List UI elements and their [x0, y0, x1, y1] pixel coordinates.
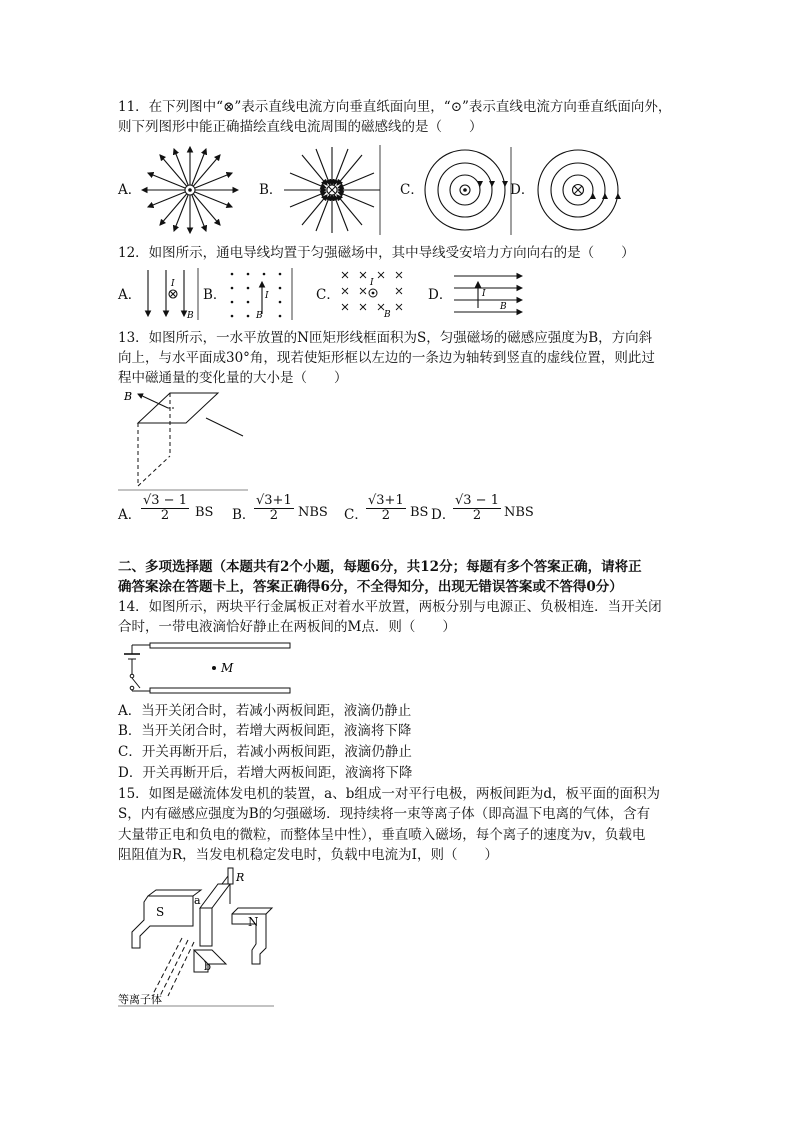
q12-a-field-label: B	[187, 311, 194, 321]
section2-heading-line1: 二、多项选择题（本题共有2个小题，每题6分，共12分；每题有多个答案正确，请将正	[118, 559, 642, 575]
q12-d-current-label: I	[482, 289, 486, 299]
q15-magnet-s-label: S	[156, 905, 165, 919]
q13-stem-line1: 13．如图所示，一水平放置的N匝矩形线框面积为S，匀强磁场的磁感应强度为B，方向斜	[118, 330, 653, 346]
q12-figure-d	[452, 268, 524, 320]
q13-option-a-unit: BS	[195, 505, 214, 520]
q12-option-a-label: A．	[118, 287, 142, 303]
q13-option-d-denominator: 2	[472, 508, 482, 523]
q15-magnet-n-label: N	[248, 915, 259, 929]
q11-figure-d	[535, 147, 625, 235]
q14-figure	[118, 640, 298, 698]
q13-option-b-denominator: 2	[269, 508, 278, 523]
q13-option-a-denominator: 2	[160, 508, 170, 523]
q13-stem-line3: 程中磁通量的变化量的大小是（ ）	[118, 370, 348, 386]
q11-option-d-label: D．	[510, 182, 535, 198]
section2-heading-line2: 确答案涂在答题卡上，答案正确得6分，不全得知分，出现无错误答案或不答得0分）	[118, 579, 623, 595]
q13-option-d-unit: NBS	[504, 505, 534, 520]
q14-stem-line1: 14．如图所示，两块平行金属板正对着水平放置，两板分别与电源正、负极相连．当开关闭	[118, 599, 662, 615]
q14-point-m-label: M	[221, 661, 234, 675]
q11-figure-c	[422, 147, 512, 235]
q13-option-c-numerator: √3+1	[368, 493, 404, 508]
q14-choice-a: A．当开关闭合时，若减小两板间距，液滴仍静止	[118, 703, 412, 719]
q12-d-field-label: B	[500, 302, 507, 312]
q14-stem-line2: 合时，一带电液滴恰好静止在两板间的M点．则（ ）	[118, 619, 456, 635]
q12-option-d-label: D．	[428, 287, 453, 303]
q11-option-b-label: B．	[259, 182, 283, 198]
q15-stem-line3: 大量带正电和负电的微粒，而整体呈中性），垂直喷入磁场，每个离子的速度为v，负载电	[118, 827, 646, 843]
q14-choice-d: D．开关再断开后，若增大两板间距，液滴将下降	[118, 765, 413, 781]
q12-b-field-label: B	[256, 311, 263, 321]
q12-b-current-label: I	[265, 291, 269, 301]
q13-option-b-label: B．	[232, 507, 256, 523]
q12-figure-b	[226, 268, 296, 320]
q15-stem-line4: 阻阻值为R，当发电机稳定发电时，负载中电流为I，则（ ）	[118, 847, 498, 863]
q12-figure-a	[140, 268, 200, 320]
q11-option-a-label: A．	[118, 182, 142, 198]
q11-figure-a	[140, 145, 240, 235]
q13-option-a-label: A．	[118, 507, 142, 523]
q13-option-b-unit: NBS	[298, 505, 328, 520]
q12-c-field-label: B	[384, 310, 391, 320]
q13-option-c-fraction	[366, 494, 406, 523]
q11-option-c-label: C．	[400, 182, 424, 198]
q15-plasma-label: 等离子体	[118, 993, 162, 1006]
q15-stem-line1: 15．如图是磁流体发电机的装置，a、b组成一对平行电极，两板间距为d，板平面的面积为	[118, 786, 661, 802]
q13-option-c-denominator: 2	[381, 508, 390, 523]
q15-resistor-label: R	[236, 871, 245, 884]
q15-electrode-a-label: a	[194, 894, 201, 907]
q13-stem-line2: 向上，与水平面成30°角，现若使矩形框以左边的一条边为轴转到竖直的虚线位置，则此过	[118, 350, 655, 366]
q11-figure-b	[282, 145, 382, 235]
q13-option-d-fraction	[453, 494, 501, 523]
q13-option-a-numerator: √3 − 1	[143, 493, 187, 508]
q11-stem-line2: 则下列图形中能正确描绘直线电流周围的磁感线的是（ ）	[118, 119, 483, 135]
q13-option-a-fraction	[141, 494, 189, 523]
q14-choice-b: B．当开关闭合时，若增大两板间距，液滴将下降	[118, 723, 412, 739]
q11-stem-line1: 11．在下列图中“⊗”表示直线电流方向垂直纸面向里，“⊙”表示直线电流方向垂直纸面向外，	[118, 99, 672, 115]
q13-option-c-label: C．	[344, 507, 368, 523]
q14-choice-c: C．开关再断开后，若减小两板间距，液滴仍静止	[118, 744, 412, 760]
q13-option-b-numerator: √3+1	[256, 493, 292, 508]
q13-option-d-label: D．	[431, 507, 456, 523]
q15-electrode-b-label: b	[204, 960, 212, 973]
q12-a-current-label: I	[171, 279, 175, 289]
q13-option-d-numerator: √3 − 1	[455, 493, 499, 508]
q12-c-current-label: I	[370, 278, 374, 288]
q12-stem: 12．如图所示，通电导线均置于匀强磁场中，其中导线受安培力方向向右的是（ ）	[118, 245, 635, 261]
q12-figure-c	[340, 268, 410, 320]
q13-option-b-fraction	[254, 494, 294, 523]
q15-stem-line2: S，内有磁感应强度为B的匀强磁场．现持续将一束等离子体（即高温下电离的气体，含有	[118, 806, 651, 822]
q13-field-label: B	[124, 390, 133, 403]
q12-option-c-label: C．	[316, 287, 340, 303]
q12-option-b-label: B．	[203, 287, 227, 303]
q13-figure	[118, 388, 248, 493]
q13-option-c-unit: BS	[410, 505, 429, 520]
q15-figure	[118, 868, 278, 1010]
